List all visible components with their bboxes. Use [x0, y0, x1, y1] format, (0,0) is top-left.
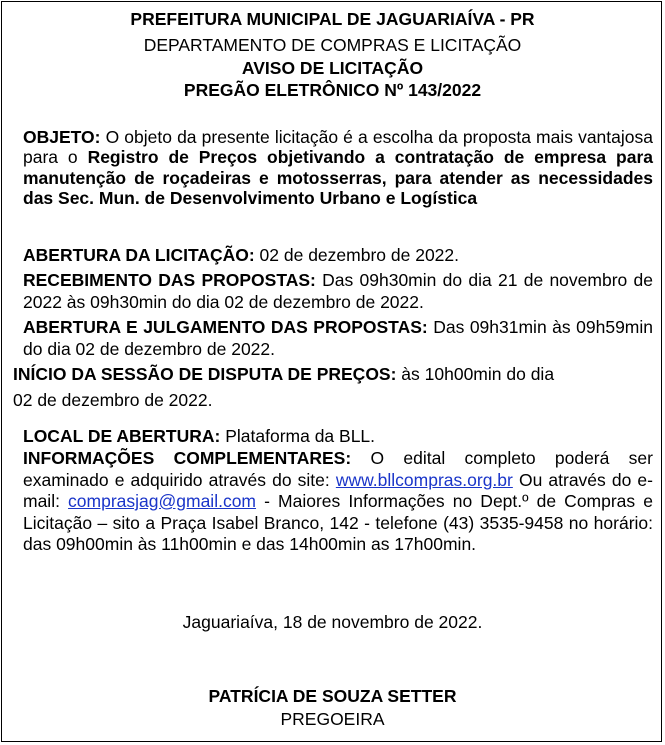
julgamento-paragraph: [23, 316, 653, 360]
date-line: Jaguariaíva, 18 de novembro de 2022.: [182, 612, 483, 632]
email-link[interactable]: comprasjag@gmail.com: [68, 491, 257, 511]
department-title: DEPARTAMENTO DE COMPRAS E LICITAÇÃO: [143, 35, 522, 55]
inicio-value-2: 02 de dezembro de 2022.: [13, 390, 213, 410]
site-link[interactable]: www.bllcompras.org.br: [335, 469, 513, 490]
objeto-label: OBJETO:: [23, 127, 101, 147]
objeto-description: Registro de Preços objetivando a contratação de empresa para manutenção de roçadeiras e motosserras, para atender as necessidades das Sec. Mun. de Desenvolvimento Urbano e Logística: [23, 147, 654, 209]
signatory-name: PATRÍCIA DE SOUZA SETTER: [208, 686, 457, 706]
municipality-title: PREFEITURA MUNICIPAL DE JAGUARIAÍVA - PR: [130, 9, 535, 29]
info-label: INFORMAÇÕES COMPLEMENTARES:: [23, 448, 352, 468]
notice-title: AVISO DE LICITAÇÃO: [241, 58, 424, 78]
inicio-line1: [13, 364, 554, 384]
recebimento-paragraph: [23, 269, 653, 313]
local-value: Plataforma da BLL.: [220, 426, 376, 446]
inicio-label: INÍCIO DA SESSÃO DE DISPUTA DE PREÇOS:: [13, 364, 397, 384]
info-text-3: - Maiores Informações no Dept.º de Compras e Licitação – sito a Praça Isabel Branco, 142 - telefone (43) 3535-9458 no horário: das 09h00min às 11h00min e das 14h00min as 17h00min.: [23, 491, 653, 554]
local-label: LOCAL DE ABERTURA:: [23, 426, 221, 446]
recebimento-label: RECEBIMENTO DAS PROPOSTAS:: [23, 270, 316, 290]
abertura-value: 02 de dezembro de 2022.: [254, 245, 460, 265]
auction-number: PREGÃO ELETRÔNICO Nº 143/2022: [183, 80, 482, 100]
julgamento-value: Das 09h31min às 09h59min do dia 02 de dezembro de 2022.: [23, 317, 654, 359]
julgamento-label: ABERTURA E JULGAMENTO DAS PROPOSTAS:: [23, 317, 428, 337]
signatory-role: PREGOEIRA: [280, 709, 385, 729]
recebimento-value: Das 09h30min do dia 21 de novembro de 2022 às 09h30min do dia 02 de dezembro de 2022.: [23, 270, 653, 312]
objeto-paragraph: [23, 127, 653, 209]
abertura-paragraph: [23, 245, 653, 265]
info-text-1: O edital completo poderá ser examinado e adquirido através do site:: [23, 448, 653, 490]
info-text-2: Ou através do e-mail:: [23, 469, 653, 511]
info-paragraph: [23, 448, 653, 556]
local-paragraph: [23, 426, 653, 446]
inicio-value-1: às 10h00min do dia: [396, 364, 555, 384]
abertura-label: ABERTURA DA LICITAÇÃO:: [23, 245, 255, 265]
objeto-text: O objeto da presente licitação é a escolha da proposta mais vantajosa para o: [23, 127, 653, 168]
